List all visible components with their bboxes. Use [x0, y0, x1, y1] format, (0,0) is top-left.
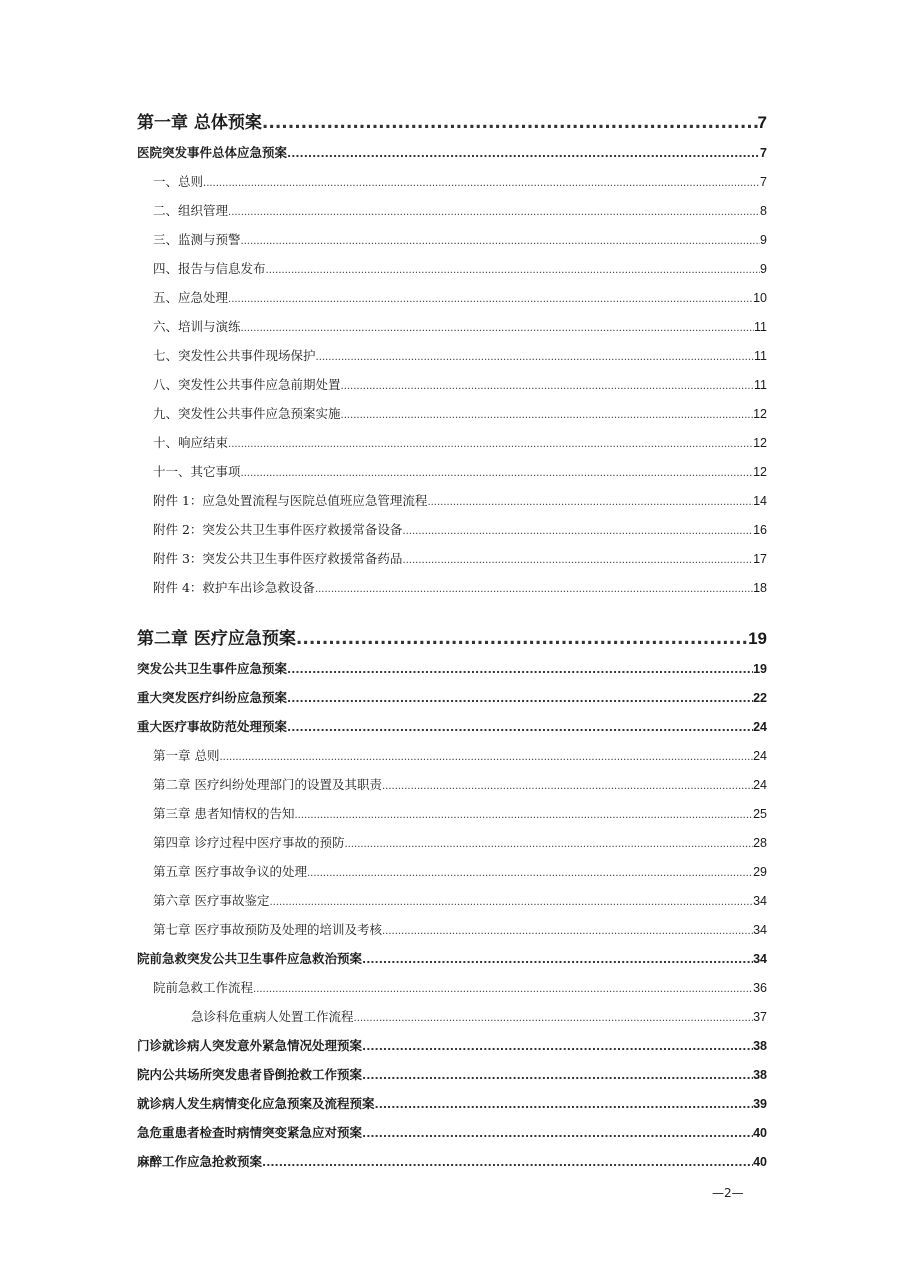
toc-page-number: 25: [753, 807, 767, 821]
toc-subsection[interactable]: [137, 515, 767, 544]
toc-title: 重大突发医疗纠纷应急预案: [137, 690, 288, 705]
toc-title: 门诊就诊病人突发意外紧急情况处理预案: [137, 1038, 363, 1053]
toc-leader-dots: [253, 975, 753, 1004]
toc-page-number: 16: [753, 523, 767, 537]
toc-leader-dots: [266, 256, 761, 285]
page-number-footer: —2—: [712, 1186, 744, 1200]
toc-subsection[interactable]: [137, 428, 767, 457]
toc-title: 附件 2：突发公共卫生事件医疗救援常备设备: [153, 522, 403, 537]
toc-page-number: 24: [753, 749, 767, 763]
toc-page-number: 9: [760, 262, 767, 276]
toc-leader-dots: [228, 430, 753, 459]
toc-leader-dots: [382, 772, 753, 801]
toc-page-number: 12: [753, 436, 767, 450]
toc-section[interactable]: [137, 712, 767, 741]
toc-section[interactable]: [137, 1147, 767, 1176]
toc-leader-dots: [287, 655, 753, 684]
toc-subsection[interactable]: [137, 544, 767, 573]
toc-leader-dots: [316, 343, 755, 372]
toc-chapter-1[interactable]: [137, 108, 767, 138]
toc-leader-dots: [287, 139, 760, 168]
toc-page-number: 39: [753, 1097, 767, 1111]
toc-section[interactable]: [137, 683, 767, 712]
toc-leader-dots: [287, 713, 753, 742]
toc-page-number: 18: [753, 581, 767, 595]
toc-leader-dots: [362, 1119, 753, 1148]
toc-title: 第二章 医疗应急预案: [137, 629, 296, 649]
toc-leader-dots: [341, 401, 754, 430]
toc-leader-dots: [262, 1148, 753, 1177]
toc-page-number: 7: [760, 175, 767, 189]
toc-title: 十、响应结束: [153, 435, 229, 450]
toc-leader-dots: [241, 314, 755, 343]
toc-title: 七、突发性公共事件现场保护: [153, 348, 316, 363]
toc-page-number: 9: [760, 233, 767, 247]
toc-page-number: 19: [753, 662, 767, 676]
toc-section[interactable]: [137, 944, 767, 973]
toc-title: 重大医疗事故防范处理预案: [137, 719, 288, 734]
toc-page-number: 34: [753, 923, 767, 937]
toc-page-number: 40: [753, 1155, 767, 1169]
toc-leader-dots: [402, 546, 753, 575]
toc-subsection[interactable]: [137, 254, 767, 283]
toc-section[interactable]: [137, 1031, 767, 1060]
toc-page-number: 36: [753, 981, 767, 995]
toc-title: 附件 3：突发公共卫生事件医疗救援常备药品: [153, 551, 403, 566]
toc-subsection[interactable]: [137, 225, 767, 254]
toc-title: 第七章 医疗事故预防及处理的培训及考核: [153, 922, 382, 937]
section-spacer: [137, 602, 767, 624]
toc-title: 九、突发性公共事件应急预案实施: [153, 406, 341, 421]
toc-leader-dots: [362, 1032, 753, 1061]
toc-leader-dots: [375, 1090, 754, 1119]
toc-chapter-2[interactable]: [137, 624, 767, 654]
toc-title: 八、突发性公共事件应急前期处置: [153, 377, 341, 392]
toc-page-number: 29: [753, 865, 767, 879]
toc-subsection[interactable]: [137, 857, 767, 886]
toc-leader-dots: [341, 372, 755, 401]
toc-title: 医院突发事件总体应急预案: [137, 145, 288, 160]
toc-title: 急危重患者检查时病情突变紧急应对预案: [137, 1125, 363, 1140]
toc-title: 麻醉工作应急抢救预案: [137, 1154, 263, 1169]
toc-subsection[interactable]: [137, 741, 767, 770]
toc-page-number: 24: [753, 778, 767, 792]
toc-leader-dots: [228, 198, 760, 227]
toc-page-number: 37: [753, 1010, 767, 1024]
toc-title: 第四章 诊疗过程中医疗事故的预防: [153, 835, 345, 850]
toc-title: 院前急救工作流程: [153, 980, 254, 995]
toc-leader-dots: [362, 1061, 753, 1090]
toc-page-number: 34: [753, 952, 767, 966]
toc-subsection[interactable]: [137, 828, 767, 857]
toc-page-number: 14: [753, 494, 767, 508]
toc-page-number: 22: [753, 691, 767, 705]
toc-section[interactable]: [137, 1089, 767, 1118]
toc-subsection[interactable]: [137, 312, 767, 341]
toc-page-number: 28: [753, 836, 767, 850]
toc-leader-dots: [241, 459, 754, 488]
toc-page-number: 10: [753, 291, 767, 305]
toc-leader-dots: [228, 285, 753, 314]
toc-title: 第三章 患者知情权的告知: [153, 806, 295, 821]
toc-title: 六、培训与演练: [153, 319, 241, 334]
toc-page-number: 38: [753, 1039, 767, 1053]
toc-title: 四、报告与信息发布: [153, 261, 266, 276]
table-of-contents: [137, 108, 767, 1176]
toc-title: 三、监测与预警: [153, 232, 241, 247]
toc-title: 第六章 医疗事故鉴定: [153, 893, 270, 908]
toc-title: 急诊科危重病人处置工作流程: [191, 1009, 354, 1024]
toc-page-number: 40: [753, 1126, 767, 1140]
toc-subsection[interactable]: [137, 341, 767, 370]
toc-subsection[interactable]: [137, 399, 767, 428]
toc-section[interactable]: [137, 1118, 767, 1147]
toc-leader-dots: [241, 227, 761, 256]
toc-leader-dots: [427, 488, 753, 517]
toc-page-number: 11: [754, 378, 767, 392]
toc-subsection[interactable]: [137, 915, 767, 944]
toc-leader-dots: [203, 169, 760, 198]
toc-leader-dots: [294, 801, 753, 830]
toc-page-number: 19: [748, 629, 767, 648]
toc-subsection[interactable]: [137, 457, 767, 486]
toc-page-number: 12: [753, 465, 767, 479]
toc-title: 附件 4：救护车出诊急救设备: [153, 580, 315, 595]
toc-title: 院内公共场所突发患者昏倒抢救工作预案: [137, 1067, 363, 1082]
toc-subsection[interactable]: [137, 486, 767, 515]
toc-title: 第二章 医疗纠纷处理部门的设置及其职责: [153, 777, 382, 792]
toc-leader-dots: [362, 945, 753, 974]
toc-subsection[interactable]: [137, 770, 767, 799]
toc-page-number: 17: [753, 552, 767, 566]
toc-page-number: 7: [757, 113, 767, 132]
toc-leader-dots: [287, 684, 753, 713]
toc-title: 第五章 医疗事故争议的处理: [153, 864, 307, 879]
toc-leader-dots: [402, 517, 753, 546]
toc-leader-dots: [315, 575, 753, 604]
toc-page-number: 7: [760, 146, 767, 160]
toc-leader-dots: [262, 108, 758, 138]
toc-page-number: 11: [754, 349, 767, 363]
toc-subsection[interactable]: [137, 370, 767, 399]
toc-page-number: 34: [753, 894, 767, 908]
toc-page-number: 8: [760, 204, 767, 218]
toc-leader-dots: [354, 1004, 754, 1033]
toc-page-number: 12: [753, 407, 767, 421]
toc-subsection[interactable]: [137, 196, 767, 225]
toc-leader-dots: [219, 743, 753, 772]
toc-subsection[interactable]: [137, 973, 767, 1002]
toc-title: 院前急救突发公共卫生事件应急救治预案: [137, 951, 363, 966]
toc-subsection[interactable]: [137, 283, 767, 312]
toc-subsection[interactable]: [137, 799, 767, 828]
toc-title: 就诊病人发生病情变化应急预案及流程预案: [137, 1096, 375, 1111]
toc-title: 五、应急处理: [153, 290, 229, 305]
toc-subsection[interactable]: [137, 886, 767, 915]
toc-title: 十一、其它事项: [153, 464, 241, 479]
toc-title: 第一章 总则: [153, 748, 220, 763]
toc-leader-dots: [307, 859, 753, 888]
toc-title: 附件 1：应急处置流程与医院总值班应急管理流程: [153, 493, 428, 508]
toc-leader-dots: [344, 830, 753, 859]
toc-leader-dots: [382, 917, 753, 946]
toc-title: 第一章 总体预案: [137, 113, 262, 133]
toc-section[interactable]: [137, 138, 767, 167]
toc-title: 二、组织管理: [153, 203, 229, 218]
toc-subsubsection[interactable]: [137, 1002, 767, 1031]
toc-title: 突发公共卫生事件应急预案: [137, 661, 288, 676]
toc-page-number: 11: [754, 320, 767, 334]
toc-page-number: 24: [753, 720, 767, 734]
toc-subsection[interactable]: [137, 167, 767, 196]
toc-leader-dots: [296, 624, 748, 654]
toc-page-number: 38: [753, 1068, 767, 1082]
toc-title: 一、总则: [153, 174, 204, 189]
toc-section[interactable]: [137, 654, 767, 683]
toc-section[interactable]: [137, 1060, 767, 1089]
toc-subsection[interactable]: [137, 573, 767, 602]
toc-leader-dots: [269, 888, 753, 917]
